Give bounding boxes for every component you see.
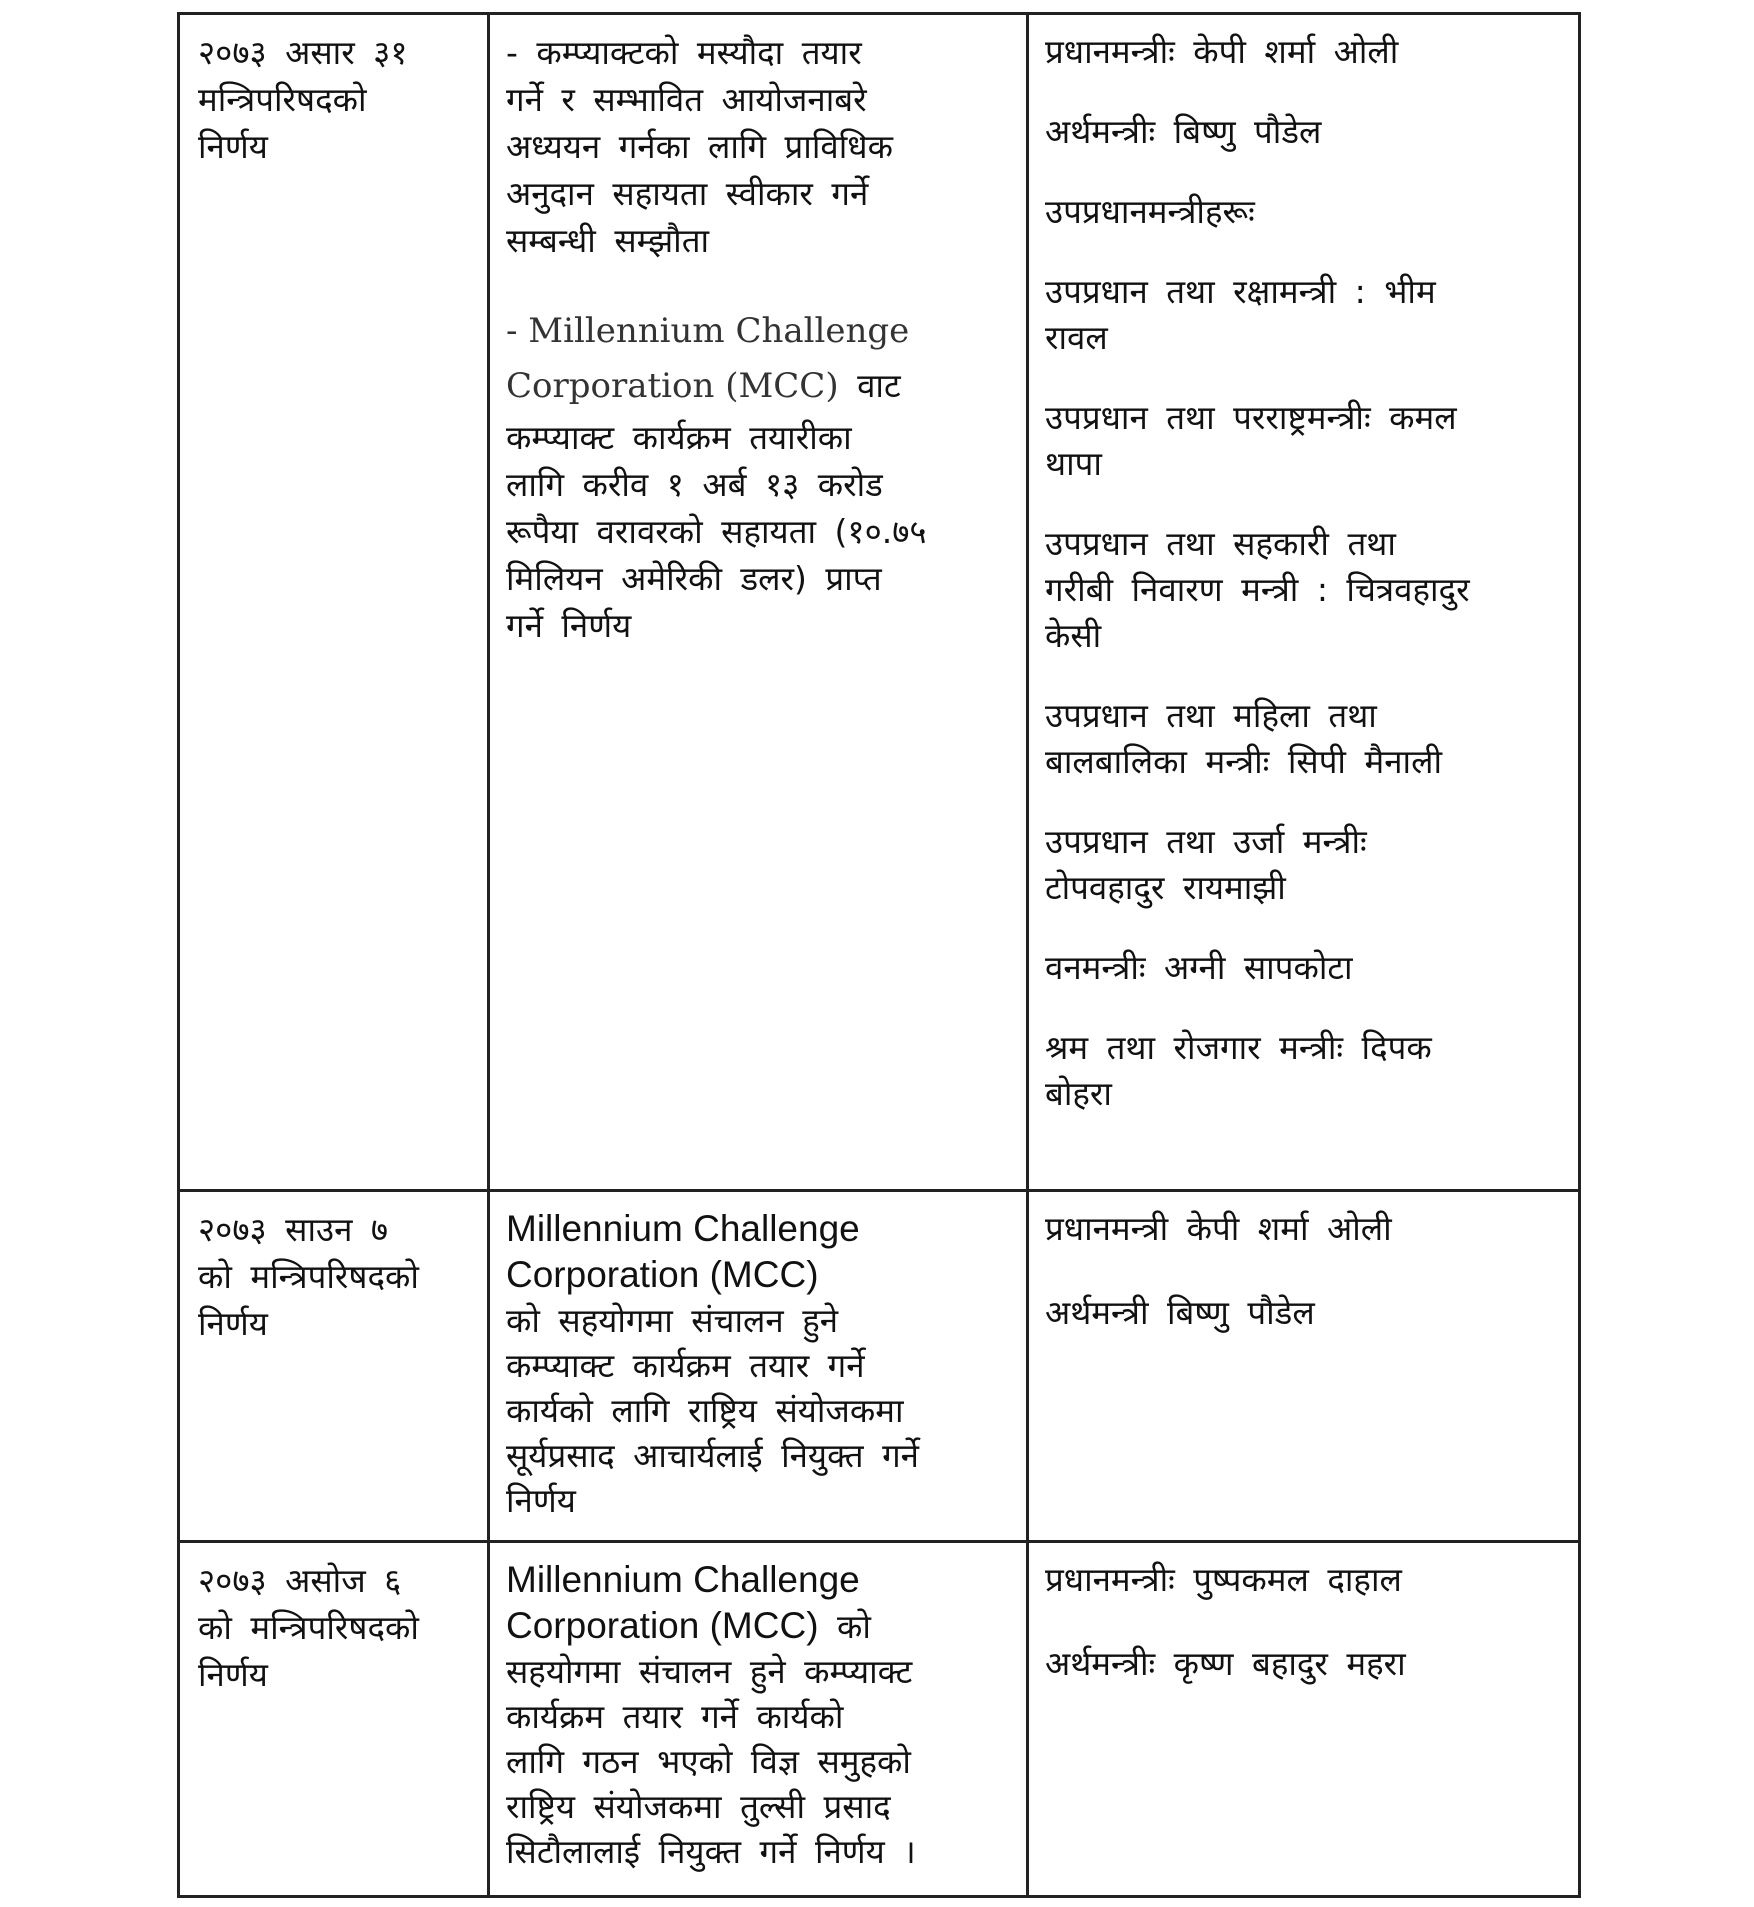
decision-line: सिटौलालाई नियुक्त गर्ने निर्णय ।: [506, 1832, 916, 1871]
official-line: प्रधानमन्त्रीः पुष्पकमल दाहाल: [1045, 1560, 1402, 1599]
officials-list: [1029, 15, 1578, 1127]
official-entry: [1045, 1557, 1564, 1603]
decision-line: गर्ने निर्णय: [506, 606, 632, 645]
official-line: प्रधानमन्त्री केपी शर्मा ओली: [1045, 1209, 1392, 1248]
officials-cell: [1028, 14, 1580, 1191]
decision-line: कम्प्याक्ट कार्यक्रम तयारीका: [506, 418, 852, 457]
date-cell: [179, 1191, 489, 1542]
decision-english-line: Millennium Challenge: [506, 1559, 860, 1600]
official-line: उपप्रधानमन्त्रीहरूः: [1045, 192, 1255, 231]
official-entry: [1045, 109, 1564, 155]
decision-line: गर्ने र सम्भावित आयोजनाबरे: [506, 80, 867, 119]
decision-line: निर्णय: [506, 1481, 576, 1520]
decision-line: अनुदान सहायता स्वीकार गर्ने: [506, 174, 869, 213]
decision-line: राष्ट्रिय संयोजकमा तुल्सी प्रसाद: [506, 1787, 891, 1826]
official-line: अर्थमन्त्रीः बिष्णु पौडेल: [1045, 112, 1322, 151]
official-line: केसी: [1045, 616, 1102, 655]
date-line: निर्णय: [198, 127, 268, 166]
decision-line: सम्बन्धी सम्झौता: [506, 221, 710, 260]
official-line: श्रम तथा रोजगार मन्त्रीः दिपक: [1045, 1028, 1432, 1067]
official-entry: [1045, 521, 1564, 659]
date-line: निर्णय: [198, 1304, 268, 1343]
date-line: २०७३ साउन ७: [198, 1210, 389, 1249]
decision-line: कार्यको लागि राष्ट्रिय संयोजकमा: [506, 1391, 904, 1430]
decision-english-suffix: को: [818, 1607, 871, 1646]
date-line: २०७३ असार ३१: [198, 33, 408, 72]
official-entry: [1045, 819, 1564, 911]
official-entry: [1045, 29, 1564, 75]
official-line: गरीबी निवारण मन्त्री : चित्रवहादुर: [1045, 570, 1470, 609]
decision-line: को सहयोगमा संचालन हुने: [506, 1301, 839, 1340]
decision-line: कम्प्याक्ट कार्यक्रम तयार गर्ने: [506, 1346, 865, 1385]
decision-line: लागि करीव १ अर्ब १३ करोड: [506, 465, 883, 504]
table-row: [179, 1191, 1580, 1542]
decision-english-line: - Millennium Challenge: [506, 311, 910, 351]
decision-english-line: Corporation (MCC): [506, 1605, 819, 1646]
official-entry: [1045, 395, 1564, 487]
decision-line: रूपैया वरावरको सहायता (१०.७५: [506, 512, 927, 551]
official-line: उपप्रधान तथा महिला तथा: [1045, 696, 1377, 735]
official-line: उपप्रधान तथा सहकारी तथा: [1045, 524, 1396, 563]
official-entry: [1045, 269, 1564, 361]
official-entry: [1045, 1025, 1564, 1117]
date-line: मन्त्रिपरिषदको: [198, 80, 367, 119]
official-entry: [1045, 189, 1564, 235]
official-entry: [1045, 693, 1564, 785]
official-entry: [1045, 945, 1564, 991]
date-line: को मन्त्रिपरिषदको: [198, 1257, 419, 1296]
official-line: उपप्रधान तथा परराष्ट्रमन्त्रीः कमल: [1045, 398, 1457, 437]
decision-english-line: Corporation (MCC): [506, 366, 839, 406]
officials-list: [1029, 1543, 1578, 1735]
official-line: थापा: [1045, 444, 1102, 483]
decision-line: लागि गठन भएको विज्ञ समुहको: [506, 1742, 911, 1781]
official-line: उपप्रधान तथा रक्षामन्त्री : भीम: [1045, 272, 1436, 311]
official-line: अर्थमन्त्रीः कृष्ण बहादुर महरा: [1045, 1644, 1406, 1683]
decision-line: सूर्यप्रसाद आचार्यलाई नियुक्त गर्ने: [506, 1436, 919, 1475]
official-line: उपप्रधान तथा उर्जा मन्त्रीः: [1045, 822, 1367, 861]
decision-english-suffix: वाट: [838, 366, 901, 405]
table-row: [179, 1542, 1580, 1897]
date-line: २०७३ असोज ६: [198, 1561, 402, 1600]
decision-english-line: Corporation (MCC): [506, 1254, 819, 1295]
official-line: वनमन्त्रीः अग्नी सापकोटा: [1045, 948, 1353, 987]
official-entry: [1045, 1290, 1564, 1336]
decision-line: अध्ययन गर्नका लागि प्राविधिक: [506, 127, 893, 166]
official-line: रावल: [1045, 318, 1108, 357]
official-line: प्रधानमन्त्रीः केपी शर्मा ओली: [1045, 32, 1399, 71]
officials-cell: [1028, 1191, 1580, 1542]
decision-cell: [489, 1191, 1028, 1542]
decision-english-line: Millennium Challenge: [506, 1208, 860, 1249]
officials-list: [1029, 1192, 1578, 1384]
decision-paragraph: [506, 29, 1012, 264]
decision-line: - कम्प्याक्टको मस्यौदा तयार: [506, 33, 862, 72]
date-line: को मन्त्रिपरिषदको: [198, 1608, 419, 1647]
official-line: बालबालिका मन्त्रीः सिपी मैनाली: [1045, 742, 1442, 781]
decision-paragraph: [506, 304, 1012, 649]
date-cell: [179, 1542, 489, 1897]
official-entry: [1045, 1206, 1564, 1252]
official-entry: [1045, 1641, 1564, 1687]
decision-line: सहयोगमा संचालन हुने कम्प्याक्ट: [506, 1652, 913, 1691]
officials-cell: [1028, 1542, 1580, 1897]
decision-line: कार्यक्रम तयार गर्ने कार्यको: [506, 1697, 844, 1736]
decision-cell: [489, 14, 1028, 1191]
date-line: निर्णय: [198, 1655, 268, 1694]
official-line: टोपवहादुर रायमाझी: [1045, 868, 1286, 907]
decision-cell: [489, 1542, 1028, 1897]
official-line: बोहरा: [1045, 1074, 1112, 1113]
decision-line: मिलियन अमेरिकी डलर) प्राप्त: [506, 559, 882, 598]
date-cell: [179, 14, 489, 1191]
table-row: [179, 14, 1580, 1191]
official-line: अर्थमन्त्री बिष्णु पौडेल: [1045, 1293, 1315, 1332]
cabinet-decisions-table: [177, 12, 1581, 1898]
